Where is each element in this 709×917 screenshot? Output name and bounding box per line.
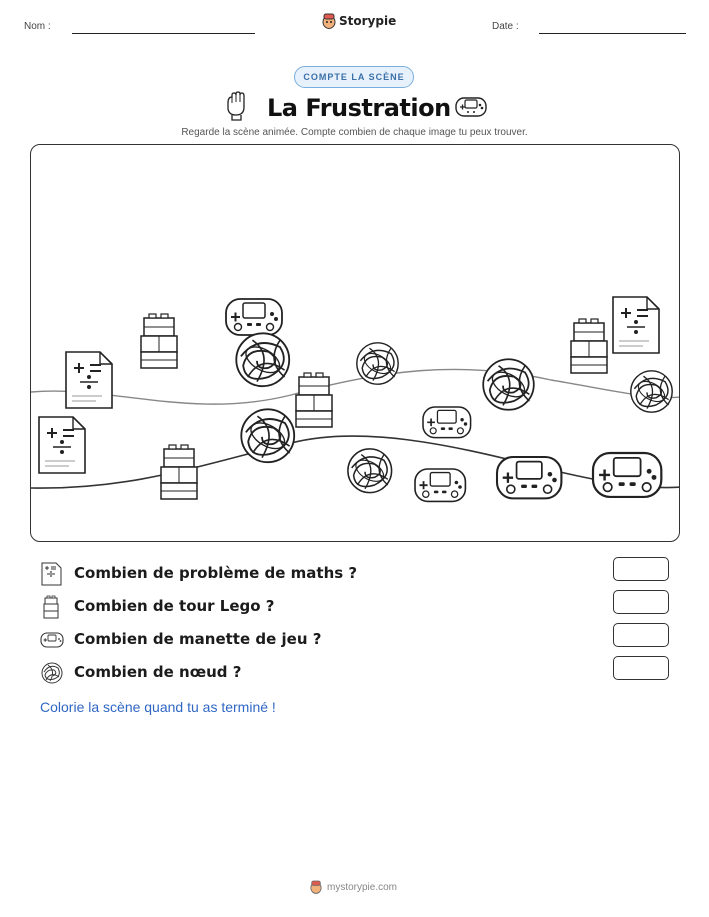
- knot: [483, 359, 534, 410]
- lego-tower: [571, 319, 607, 373]
- answer-box-knot[interactable]: [613, 656, 669, 680]
- counting-scene: [30, 144, 680, 542]
- instructions: Regarde la scène animée. Compte combien de chaque image tu peux trouver.: [181, 127, 528, 138]
- knot-icon: [40, 661, 64, 685]
- page-title: La Frustration: [267, 94, 451, 122]
- scene-drawing: [31, 145, 680, 542]
- game-controller-icon: [455, 96, 487, 118]
- game-controller-icon: [40, 628, 64, 652]
- math-problem: [613, 297, 659, 353]
- lego-tower: [161, 445, 197, 499]
- knot: [241, 409, 294, 462]
- question-row: [40, 562, 670, 586]
- knot: [236, 333, 289, 386]
- question-text: Combien de tour Lego ?: [74, 597, 275, 615]
- math-problem-icon: [40, 562, 64, 586]
- brand-logo: [322, 13, 396, 29]
- answer-box-lego[interactable]: [613, 590, 669, 614]
- question-text: Combien de manette de jeu ?: [74, 630, 322, 648]
- storypie-mascot-icon: [322, 13, 336, 29]
- storypie-mascot-icon: [310, 880, 322, 894]
- brand-name: Storypie: [339, 14, 397, 28]
- question-row: [40, 661, 670, 685]
- question-text: Combien de nœud ?: [74, 663, 242, 681]
- game-controller: [593, 453, 661, 497]
- date-line[interactable]: [539, 33, 686, 34]
- game-controller: [415, 469, 465, 501]
- name-label: Nom :: [24, 21, 51, 32]
- game-controller: [423, 407, 471, 438]
- name-line[interactable]: [72, 33, 255, 34]
- site-footer: [310, 880, 397, 894]
- question-row: [40, 595, 670, 619]
- math-problem: [39, 417, 85, 473]
- game-controller: [226, 299, 282, 335]
- coloring-instruction: Colorie la scène quand tu as terminé !: [40, 699, 276, 715]
- question-text: Combien de problème de maths ?: [74, 564, 358, 582]
- site-url[interactable]: mystorypie.com: [327, 881, 398, 893]
- math-problem: [66, 352, 112, 408]
- date-label: Date :: [492, 21, 519, 32]
- lego-tower: [296, 373, 332, 427]
- fist-icon: [223, 91, 249, 121]
- knot: [631, 371, 672, 412]
- knot: [357, 343, 398, 384]
- activity-badge: COMPTE LA SCÈNE: [294, 66, 414, 88]
- answer-box-math[interactable]: [613, 557, 669, 581]
- knot: [348, 449, 392, 493]
- question-row: [40, 628, 670, 652]
- game-controller: [497, 457, 561, 498]
- lego-tower: [141, 314, 177, 368]
- lego-tower-icon: [40, 595, 64, 619]
- answer-box-controller[interactable]: [613, 623, 669, 647]
